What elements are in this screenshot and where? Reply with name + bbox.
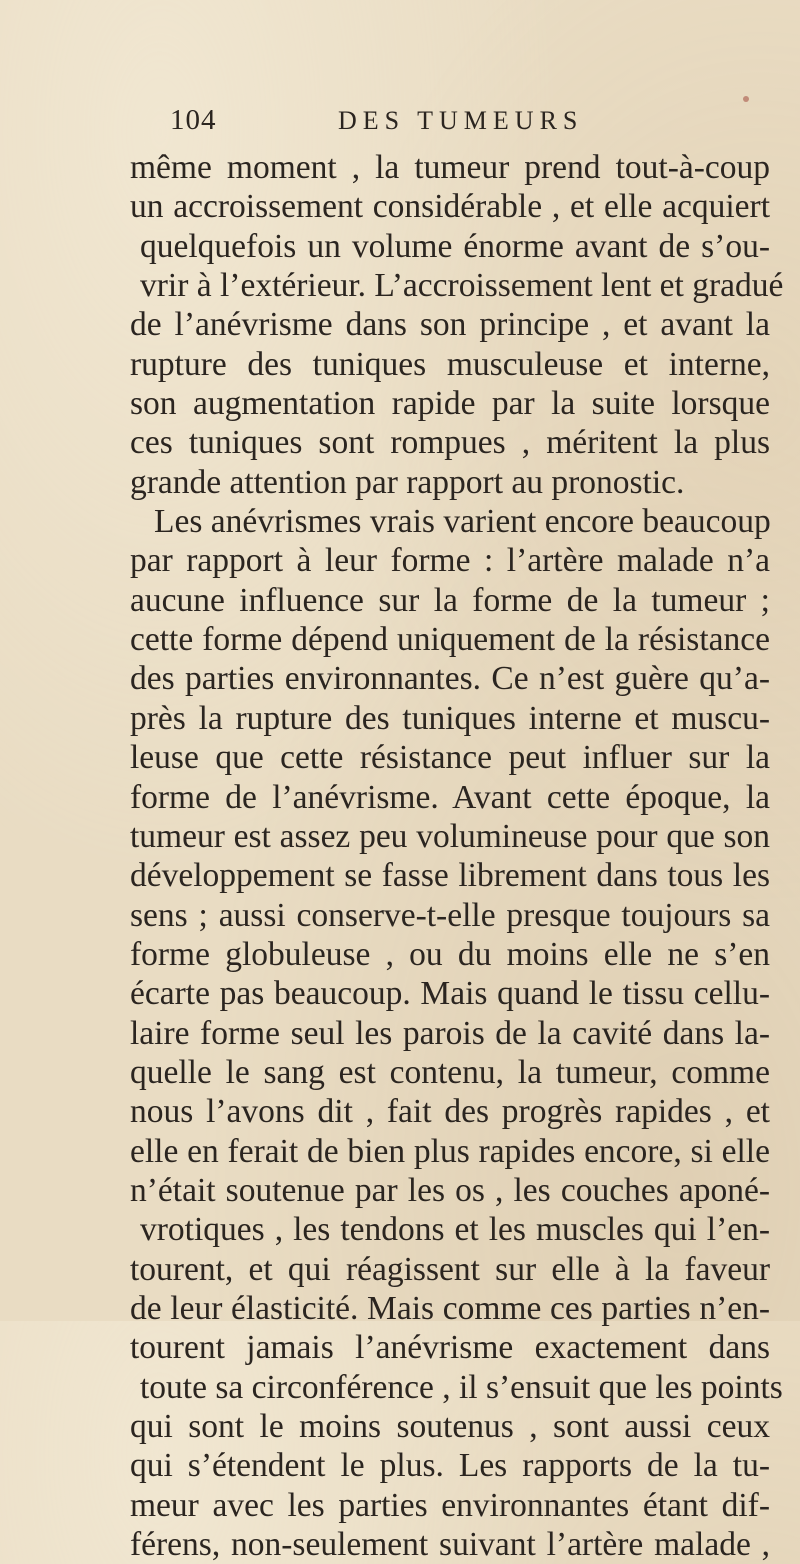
paragraph-start-line: Les anévrismes vrais varient encore beaucoup: [154, 503, 771, 541]
text-line: quelquefois un volume énorme avant de s’ou-: [140, 227, 770, 265]
text-line: de leur élasticité. Mais comme ces parties n’en-: [130, 1289, 770, 1327]
text-line: ces tuniques sont rompues , méritent la plus: [130, 424, 770, 462]
text-line: développement se fasse librement dans tous les: [130, 857, 770, 895]
text-line: nous l’avons dit , fait des progrès rapides , et: [130, 1093, 770, 1131]
text-line: près la rupture des tuniques interne et muscu-: [130, 699, 770, 737]
text-line: forme globuleuse , ou du moins elle ne s’en: [130, 935, 770, 973]
text-line: férens, non-seulement suivant l’artère malade ,: [130, 1526, 770, 1564]
text-line: rupture des tuniques musculeuse et interne,: [130, 345, 770, 383]
text-line: laire forme seul les parois de la cavité dans la-: [130, 1014, 770, 1052]
text-line: un accroissement considérable , et elle acquiert: [130, 188, 770, 226]
text-line: son augmentation rapide par la suite lorsque: [130, 385, 770, 423]
text-line: écarte pas beaucoup. Mais quand le tissu cellu-: [130, 975, 770, 1013]
body-text: [130, 148, 784, 1564]
text-line: sens ; aussi conserve-t-elle presque toujours sa: [130, 896, 770, 934]
text-line: toute sa circonférence , il s’ensuit que les points: [140, 1368, 783, 1406]
text-line: vrir à l’extérieur. L’accroissement lent et gradué: [140, 267, 784, 305]
ink-spot: [743, 96, 749, 102]
text-line: tourent, et qui réagissent sur elle à la faveur: [130, 1250, 770, 1288]
text-line: elle en ferait de bien plus rapides encore, si elle: [130, 1132, 770, 1170]
running-title: DES TUMEURS: [338, 106, 584, 135]
text-line: leuse que cette résistance peut influer sur la: [130, 739, 770, 777]
text-line: aucune influence sur la forme de la tumeur ;: [130, 581, 770, 619]
text-line: cette forme dépend uniquement de la résistance: [130, 621, 770, 659]
text-line: des parties environnantes. Ce n’est guère qu’a-: [130, 660, 770, 698]
running-head: [170, 100, 730, 140]
text-line: tumeur est assez peu volumineuse pour que son: [130, 817, 770, 855]
text-line: par rapport à leur forme : l’artère malade n’a: [130, 542, 770, 580]
text-line: tourent jamais l’anévrisme exactement dans: [130, 1329, 770, 1367]
page-number: 104: [170, 104, 217, 136]
text-line: grande attention par rapport au pronostic.: [130, 463, 685, 501]
text-line: meur avec les parties environnantes étant dif-: [130, 1486, 770, 1524]
text-line: qui s’étendent le plus. Les rapports de la tu-: [130, 1447, 770, 1485]
text-line: même moment , la tumeur prend tout-à-coup: [130, 149, 770, 186]
text-line: quelle le sang est contenu, la tumeur, comme: [130, 1053, 770, 1091]
text-line: forme de l’anévrisme. Avant cette époque, la: [130, 778, 770, 816]
text-line: de l’anévrisme dans son principe , et avant la: [130, 306, 770, 344]
text-line: qui sont le moins soutenus , sont aussi ceux: [130, 1408, 770, 1445]
text-line: n’était soutenue par les os , les couches aponé-: [130, 1171, 770, 1209]
text-line: vrotiques , les tendons et les muscles qui l’en-: [140, 1211, 770, 1249]
